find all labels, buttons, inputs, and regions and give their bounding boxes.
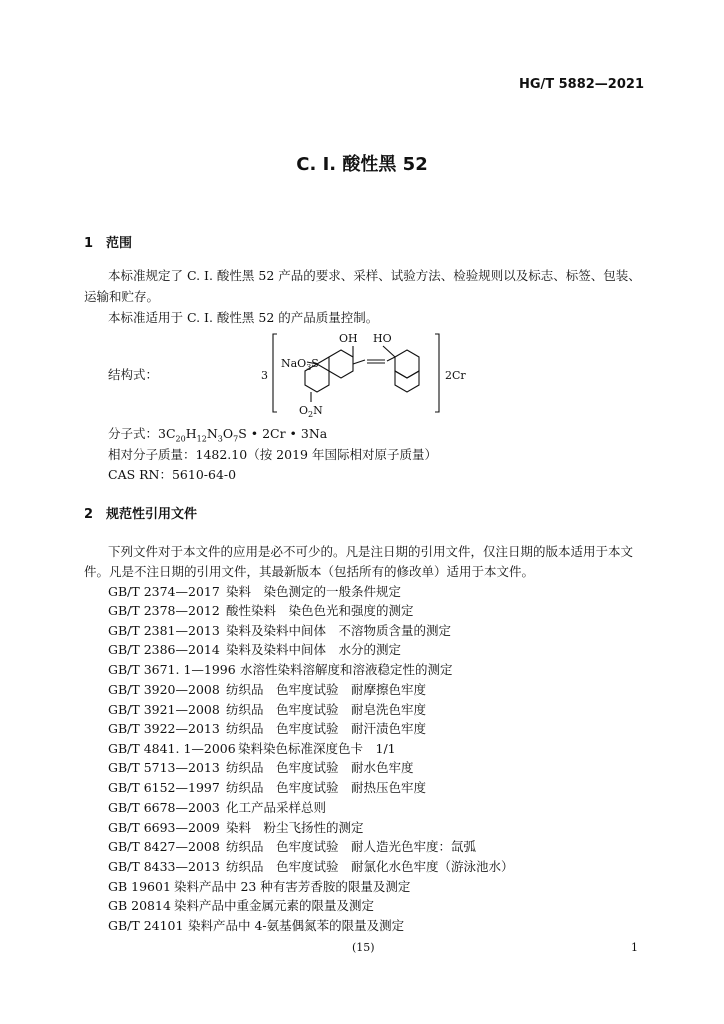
scope-paragraph-line1: 本标准规定了 C. I. 酸性黑 52 产品的要求、采样、试验方法、检验规则以及标志、标签、包装、 (108, 268, 641, 283)
structure-ho-label: HO (373, 332, 392, 345)
section-2-title: 规范性引用文件 (106, 507, 198, 522)
relative-molecular-mass: 相对分子质量：1482.10（按 2019 年国际相对原子质量） (108, 447, 437, 462)
reference-item: GB/T 8433—2013 纺织品 色牢度试验 耐氯化水色牢度（游泳池水） (108, 859, 514, 874)
reference-item: GB/T 2378—2012 酸性染料 染色色光和强度的测定 (108, 603, 414, 618)
structure-naos-label: NaO$_3$S (281, 357, 319, 372)
reference-item: GB/T 3922—2013 纺织品 色牢度试验 耐汗渍色牢度 (108, 721, 427, 736)
left-bracket (273, 334, 277, 412)
reference-item: GB 19601 染料产品中 23 种有害芳香胺的限量及测定 (108, 879, 411, 894)
normative-intro-line1: 下列文件对于本文件的应用是必不可少的。凡是注日期的引用文件，仅注日期的版本适用于本文 (108, 544, 634, 559)
azo-bond (353, 360, 365, 364)
reference-item: GB/T 6152—1997 纺织品 色牢度试验 耐热压色牢度 (108, 780, 427, 795)
structure-no2-label: $O_2N$ (299, 404, 323, 418)
page-title: C. I. 酸性黑 52 (296, 154, 428, 175)
structural-formula (255, 328, 485, 418)
reference-item: GB/T 6693—2009 染料 粉尘飞扬性的测定 (108, 820, 364, 835)
reference-item: GB/T 2381—2013 染料及染料中间体 不溶物质含量的测定 (108, 623, 452, 638)
naphthalene-ring-a1 (329, 350, 353, 378)
reference-item: GB/T 6678—2003 化工产品采样总则 (108, 800, 327, 815)
section-2-heading (84, 503, 197, 522)
section-2-number: 2 (84, 507, 94, 522)
reference-item: GB/T 24101 染料产品中 4-氨基偶氮苯的限量及测定 (108, 918, 405, 933)
structure-label: 结构式： (108, 367, 159, 382)
reference-item: GB/T 3920—2008 纺织品 色牢度试验 耐摩擦色牢度 (108, 682, 427, 697)
right-bracket (435, 334, 439, 412)
structure-oh-label: OH (339, 332, 358, 345)
page-number-right: 1 (631, 941, 638, 954)
section-1-title: 范围 (106, 236, 133, 251)
reference-item: GB/T 4841. 1—2006 染料染色标准深度色卡 1/1 (108, 741, 396, 756)
reference-item: GB/T 3671. 1—1996 水溶性染料溶解度和溶液稳定性的测定 (108, 662, 453, 677)
section-1-heading (84, 232, 132, 251)
naphthalene-ring-b1 (395, 350, 419, 378)
structure-multiplier: 3 (261, 369, 268, 382)
reference-item: GB/T 2386—2014 染料及染料中间体 水分的测定 (108, 642, 402, 657)
structure-suffix: 2Cr (445, 369, 466, 382)
molecular-formula: 分子式：$3C_{20}H_{12}N_3O_7S$ • 2Cr • 3Na (108, 426, 328, 444)
section-1-number: 1 (84, 236, 94, 251)
normative-intro-line2: 件。凡是不注日期的引用文件，其最新版本（包括所有的修改单）适用于本文件。 (84, 564, 535, 579)
cas-number: CAS RN：5610-64-0 (108, 467, 237, 482)
naphthalene-ring-b2 (395, 371, 419, 392)
reference-item: GB 20814 染料产品中重金属元素的限量及测定 (108, 898, 375, 913)
scope-paragraph-2: 本标准适用于 C. I. 酸性黑 52 的产品质量控制。 (108, 310, 379, 325)
reference-item: GB/T 5713—2013 纺织品 色牢度试验 耐水色牢度 (108, 760, 414, 775)
scope-paragraph-line2: 运输和贮存。 (84, 289, 160, 304)
page-number-center: (15) (352, 941, 375, 954)
standard-code: HG/T 5882—2021 (518, 77, 644, 92)
reference-item: GB/T 8427—2008 纺织品 色牢度试验 耐人造光色牢度：氙弧 (108, 839, 477, 854)
reference-item: GB/T 3921—2008 纺织品 色牢度试验 耐皂洗色牢度 (108, 702, 427, 717)
reference-item: GB/T 2374—2017 染料 染色测定的一般条件规定 (108, 584, 402, 599)
